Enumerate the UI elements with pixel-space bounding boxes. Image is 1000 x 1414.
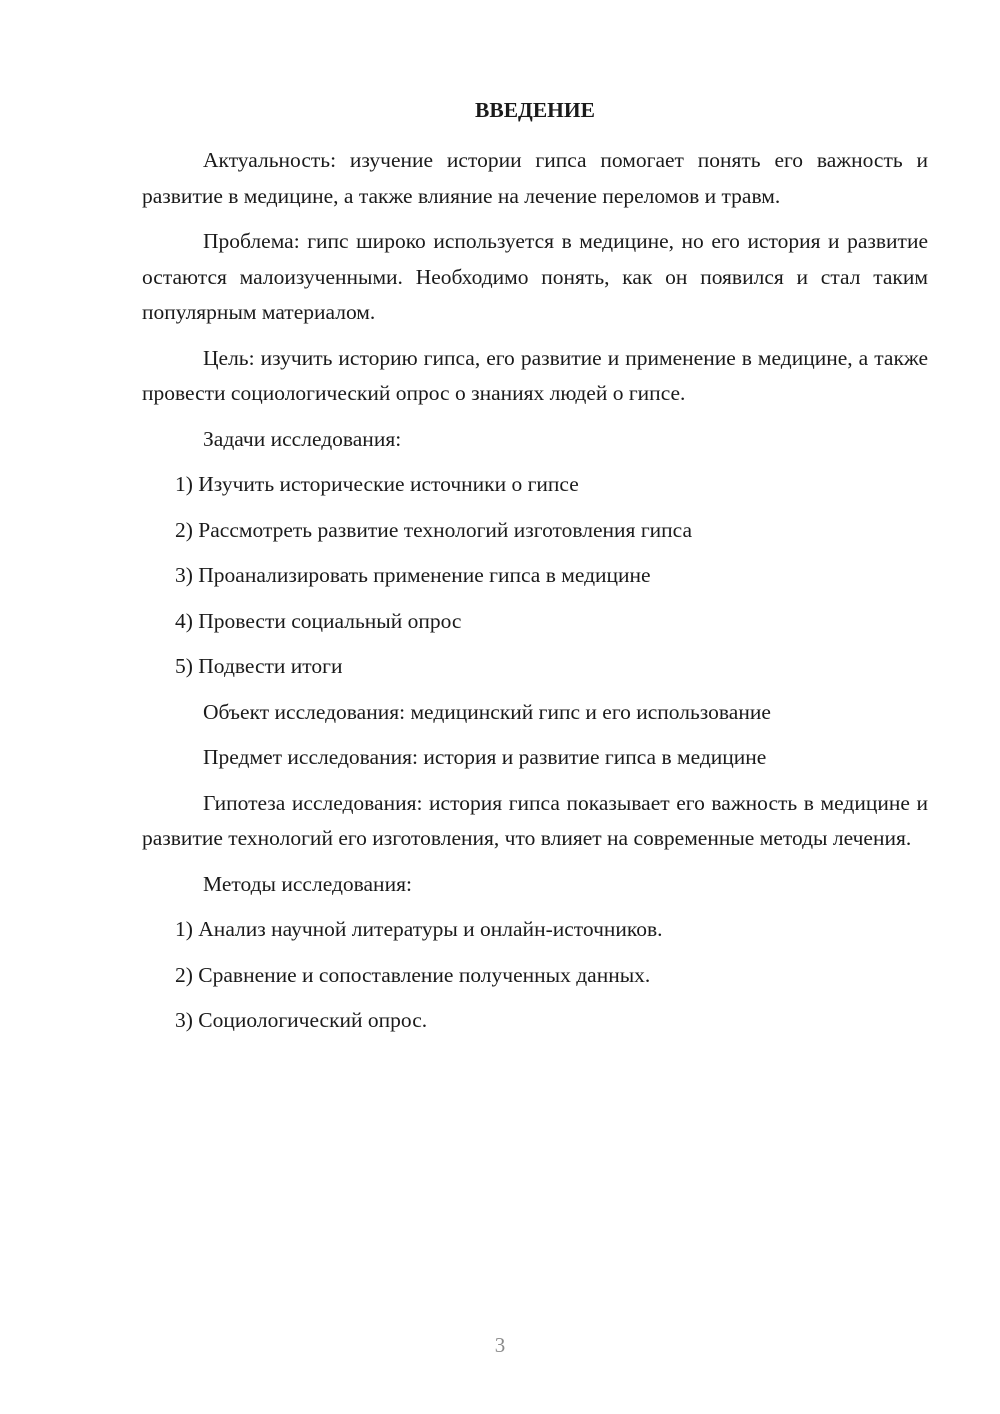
actuality-paragraph: Актуальность: изучение истории гипса помогает понять его важность и развитие в медицине, а также влияние на лечение переломов и травм. — [142, 148, 928, 208]
page-number: 3 — [494, 1333, 506, 1357]
method-item: 1) Анализ научной литературы и онлайн-источников. — [175, 917, 663, 941]
task-item: 2) Рассмотреть развитие технологий изготовления гипса — [175, 517, 692, 542]
method-item: 3) Социологический опрос. — [175, 1008, 428, 1032]
task-item: 3) Проанализировать применение гипса в медицине — [175, 563, 651, 587]
methods-heading: Методы исследования: — [203, 871, 412, 896]
task-item: 1) Изучить исторические источники о гипсе — [175, 472, 579, 496]
method-item: 2) Сравнение и сопоставление полученных данных. — [175, 962, 651, 987]
task-item: 5) Подвести итоги — [175, 654, 343, 678]
document-title: ВВЕДЕНИЕ — [475, 98, 595, 122]
document-body — [142, 96, 928, 1049]
goal-paragraph: Цель: изучить историю гипса, его развитие и применение в медицине, а также провести социологический опрос о знаниях людей о гипсе. — [142, 345, 928, 405]
tasks-heading: Задачи исследования: — [203, 426, 402, 451]
problem-paragraph: Проблема: гипс широко используется в медицине, но его история и развитие остаются малоизученными. Необходимо понять, как он появился и стал таким популярным материалом. — [142, 229, 928, 324]
object-paragraph: Объект исследования: медицинский гипс и его использование — [203, 699, 771, 724]
hypothesis-paragraph: Гипотеза исследования: история гипса показывает его важность в медицине и развитие технологий его изготовления, что влияет на современные методы лечения. — [142, 790, 928, 850]
subject-paragraph: Предмет исследования: история и развитие гипса в медицине — [203, 745, 767, 769]
task-item: 4) Провести социальный опрос — [175, 608, 462, 633]
